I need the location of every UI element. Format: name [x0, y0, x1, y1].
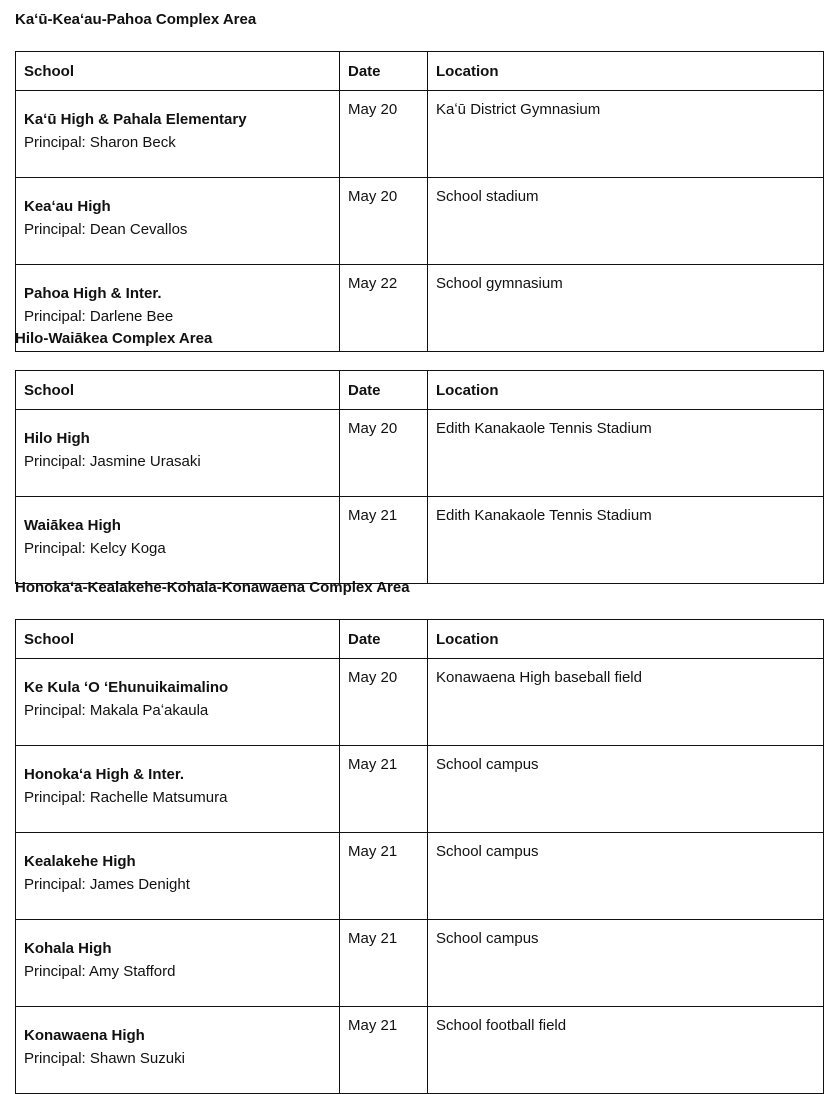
school-cell: [16, 178, 340, 265]
column-header-location: Location: [428, 371, 824, 410]
school-cell: [16, 410, 340, 497]
school-name: Hilo High: [24, 430, 90, 447]
date-cell: May 21: [340, 1007, 428, 1094]
column-header-location: Location: [428, 52, 824, 91]
school-cell: [16, 659, 340, 746]
school-name: Kohala High: [24, 940, 112, 957]
principal-name: Principal: Amy Stafford: [24, 963, 176, 980]
column-header-date: Date: [340, 620, 428, 659]
table-row: [16, 833, 824, 920]
principal-name: Principal: James Denight: [24, 876, 190, 893]
date-cell: May 20: [340, 91, 428, 178]
principal-name: Principal: Rachelle Matsumura: [24, 789, 228, 806]
location-cell: School campus: [428, 833, 824, 920]
location-cell: School campus: [428, 746, 824, 833]
school-cell: [16, 91, 340, 178]
column-header-location: Location: [428, 620, 824, 659]
section-title: Kaʻū-Keaʻau-Pahoa Complex Area: [15, 11, 257, 28]
school-name: Keaʻau High: [24, 198, 111, 215]
table-row: [16, 497, 824, 584]
table-row: [16, 410, 824, 497]
table-row: [16, 1007, 824, 1094]
principal-name: Principal: Shawn Suzuki: [24, 1050, 185, 1067]
principal-name: Principal: Makala Paʻakaula: [24, 702, 209, 719]
school-name: Konawaena High: [24, 1027, 145, 1044]
school-name: Waiākea High: [24, 517, 121, 534]
table-header-row: [16, 52, 824, 91]
school-cell: [16, 497, 340, 584]
location-cell: Kaʻū District Gymnasium: [428, 91, 824, 178]
school-cell: [16, 746, 340, 833]
date-cell: May 22: [340, 265, 428, 352]
school-name: Ke Kula ʻO ʻEhunuikaimalino: [24, 679, 229, 696]
school-name: Kealakehe High: [24, 853, 136, 870]
school-name: Kaʻū High & Pahala Elementary: [24, 111, 247, 128]
principal-name: Principal: Dean Cevallos: [24, 221, 188, 238]
column-header-school: School: [16, 620, 340, 659]
date-cell: May 21: [340, 833, 428, 920]
location-cell: School football field: [428, 1007, 824, 1094]
date-cell: May 20: [340, 410, 428, 497]
table-row: [16, 659, 824, 746]
principal-name: Principal: Jasmine Urasaki: [24, 453, 201, 470]
section-title: Hilo-Waiākea Complex Area: [15, 330, 213, 347]
column-header-date: Date: [340, 52, 428, 91]
column-header-date: Date: [340, 371, 428, 410]
table-header-row: [16, 620, 824, 659]
schedule-table: [15, 51, 824, 352]
date-cell: May 21: [340, 920, 428, 1007]
location-cell: School gymnasium: [428, 265, 824, 352]
date-cell: May 20: [340, 178, 428, 265]
column-header-school: School: [16, 52, 340, 91]
location-cell: School stadium: [428, 178, 824, 265]
school-cell: [16, 920, 340, 1007]
location-cell: Edith Kanakaole Tennis Stadium: [428, 497, 824, 584]
principal-name: Principal: Darlene Bee: [24, 308, 174, 325]
location-cell: Edith Kanakaole Tennis Stadium: [428, 410, 824, 497]
school-name: Honokaʻa High & Inter.: [24, 766, 185, 783]
schedule-table: [15, 370, 824, 584]
location-cell: School campus: [428, 920, 824, 1007]
table-row: [16, 178, 824, 265]
schedule-table: [15, 619, 824, 1094]
table-row: [16, 91, 824, 178]
location-cell: Konawaena High baseball field: [428, 659, 824, 746]
date-cell: May 20: [340, 659, 428, 746]
principal-name: Principal: Kelcy Koga: [24, 540, 166, 557]
section-title: Honokaʻa-Kealakehe-Kohala-Konawaena Complex Area: [15, 579, 410, 596]
table-header-row: [16, 371, 824, 410]
principal-name: Principal: Sharon Beck: [24, 134, 176, 151]
school-name: Pahoa High & Inter.: [24, 285, 162, 302]
date-cell: May 21: [340, 746, 428, 833]
table-row: [16, 746, 824, 833]
school-cell: [16, 833, 340, 920]
date-cell: May 21: [340, 497, 428, 584]
column-header-school: School: [16, 371, 340, 410]
table-row: [16, 920, 824, 1007]
school-cell: [16, 1007, 340, 1094]
